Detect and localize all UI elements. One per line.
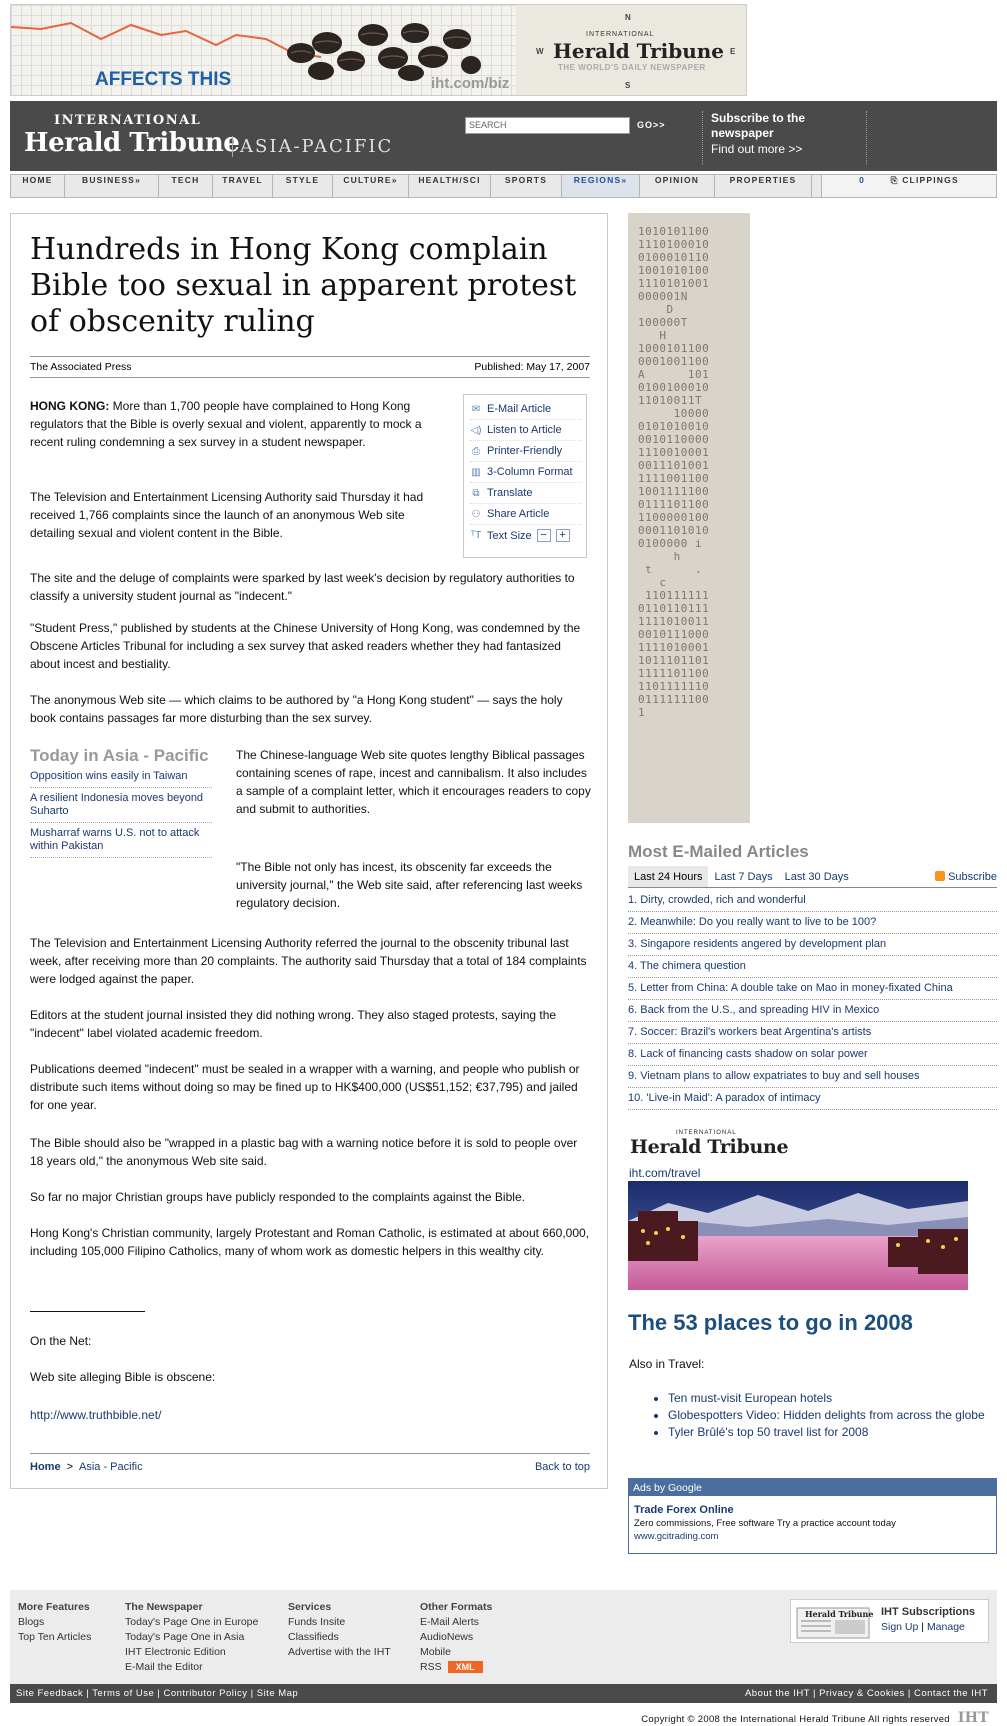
list-item[interactable]: • Globespotters Video: Hidden delights from across the globe: [668, 1407, 998, 1423]
copyright-text: Copyright © 2008 the International Herald Tribune All rights reserved: [641, 1714, 950, 1725]
footer-link[interactable]: E-Mail Alerts: [420, 1616, 479, 1628]
site-link[interactable]: http://www.truthbible.net/: [30, 1408, 162, 1422]
footer-link[interactable]: Today's Page One in Asia: [125, 1631, 245, 1643]
footer-link[interactable]: Today's Page One in Europe: [125, 1616, 259, 1628]
rss-icon: [935, 871, 945, 881]
clip-icon: ⎘: [890, 175, 899, 185]
paragraph-5: The anonymous Web site — which claims to be authored by "a Hong Kong student" — says the holy book contains passages far more disturbing than the sex survey.: [30, 693, 563, 725]
list-item[interactable]: 2. Meanwhile: Do you really want to live to be 100?: [628, 912, 997, 934]
footer-link[interactable]: Funds Insite: [288, 1616, 346, 1628]
translate-icon: ⧉: [472, 487, 480, 499]
footer-col-title: More Features: [18, 1601, 90, 1613]
main-nav: [10, 174, 997, 198]
list-item[interactable]: 1. Dirty, crowded, rich and wonderful: [628, 890, 997, 912]
paragraph-7: "The Bible not only has incest, its obscenity far exceeds the university journal," the Web site said, after referencing last weeks regulatory decision.: [236, 860, 583, 910]
print-article-label: Printer-Friendly: [487, 445, 563, 457]
ad-logo-intl: INTERNATIONAL: [586, 31, 655, 38]
google-ads: [628, 1478, 997, 1554]
masthead-intl: INTERNATIONAL: [54, 113, 202, 128]
listen-article-label: Listen to Article: [487, 424, 562, 436]
list-item[interactable]: 10. 'Live-in Maid': A paradox of intimacy: [628, 1088, 997, 1110]
masthead-logo[interactable]: Herald Tribune: [24, 128, 240, 158]
chevron-down-icon: »: [621, 175, 628, 185]
footer-col-title: Other Formats: [420, 1601, 493, 1613]
speaker-icon: ◁): [470, 424, 482, 436]
print-article-button[interactable]: [470, 441, 582, 462]
share-article-label: Share Article: [487, 508, 550, 520]
three-column-button[interactable]: [470, 462, 582, 483]
list-item[interactable]: 7. Soccer: Brazil's workers beat Argentina's artists: [628, 1022, 997, 1044]
nav-opinion[interactable]: OPINION: [640, 175, 715, 197]
share-icon: ⚇: [471, 508, 481, 520]
text-size-label: Text Size: [487, 529, 532, 542]
paragraph-6: The Chinese-language Web site quotes lengthy Biblical passages containing scenes of rape, incest and cannibalism. It also includes a sample of a complaint letter, which it encourages readers to copy and submit to authorities.: [236, 748, 591, 816]
nav-sports[interactable]: SPORTS: [491, 175, 562, 197]
most-emailed-list: [628, 890, 997, 1110]
travel-logo-text: Herald Tribune: [630, 1136, 789, 1158]
byline: [30, 356, 590, 378]
iht-subscriptions-box: [790, 1599, 989, 1643]
compass-s: S: [625, 81, 631, 90]
breadcrumb-home[interactable]: Home: [30, 1461, 61, 1473]
footer: [10, 1590, 997, 1684]
list-item[interactable]: 9. Vietnam plans to allow expatriates to buy and sell houses: [628, 1066, 997, 1088]
back-to-top-link[interactable]: Back to top: [534, 1461, 590, 1473]
tab-last-24-hours[interactable]: Last 24 Hours: [628, 866, 708, 887]
search-go-button[interactable]: GO>>: [637, 120, 666, 130]
ad-tagline: THE WORLD'S DAILY NEWSPAPER: [558, 63, 706, 72]
nav-regions-label: REGIONS: [573, 175, 622, 185]
list-item[interactable]: • Ten must-visit European hotels: [668, 1390, 998, 1406]
paragraph-12: So far no major Christian groups have publicly responded to the complaints against the Bible.: [30, 1190, 525, 1204]
subscriptions-links: [881, 1621, 965, 1633]
nav-tech[interactable]: TECH: [159, 175, 213, 197]
edition-label: ASIA-PACIFIC: [232, 136, 393, 157]
ad-logo: Herald Tribune: [553, 39, 725, 63]
clippings-label: CLIPPINGS: [902, 175, 959, 185]
footer-link[interactable]: RSS: [420, 1661, 442, 1673]
footer-col-title: The Newspaper: [125, 1601, 203, 1613]
iht-logo: IHT: [957, 1710, 989, 1726]
ad-url[interactable]: iht.com/biz: [431, 75, 510, 92]
paragraph-10: Publications deemed "indecent" must be sealed in a wrapper with a warning, and people who publish or distribute such items without doing so may be fined up to HK$400,000 (US$51,152; €37,795) and jailed for one year.: [30, 1062, 580, 1112]
list-item[interactable]: 8. Lack of financing casts shadow on solar power: [628, 1044, 997, 1066]
tab-last-30-days[interactable]: Last 30 Days: [784, 871, 849, 883]
subscribe-label: Subscribe: [948, 871, 997, 883]
footer-links-left[interactable]: Site Feedback | Terms of Use | Contributor Policy | Site Map: [16, 1688, 299, 1699]
on-the-net: On the Net:: [30, 1334, 92, 1348]
nav-regions[interactable]: [562, 175, 640, 197]
paragraph-9: Editors at the student journal insisted they did nothing wrong. They also staged protests, saying the "indecent" label violated academic freedom.: [30, 1008, 557, 1040]
compass-e: E: [730, 47, 736, 56]
travel-logo[interactable]: [630, 1130, 789, 1158]
binary-art-ad[interactable]: 1010101100 1110100010 0100010110 1001010100 1110101001 000001N D 100000T H 1000101100 0001001100 A 101 0100100010 11010011T 10000 0101010010 0010110000 1110010001 0011101001 1111001100 1001111100 0111101100 1100000100 0001101010 0100000 i h t . c 110111111 0110110111 1111010011 0010111000 1111010001 1011101101 1111101100 1101111110 0111111100 1: [628, 213, 750, 823]
ad-description: Zero commissions, Free software Try a practice account today: [634, 1518, 896, 1529]
today-item[interactable]: Opposition wins easily in Taiwan: [30, 766, 212, 788]
nav-health-sci[interactable]: HEALTH/SCI: [409, 175, 491, 197]
list-item[interactable]: 4. The chimera question: [628, 956, 997, 978]
text-size-control: [470, 525, 582, 546]
ad-headline: AFFECTS THIS: [95, 69, 232, 90]
coffee-beans-image: [281, 13, 481, 83]
subscriptions-title: IHT Subscriptions: [881, 1606, 976, 1618]
article-title: Hundreds in Hong Kong complain Bible too sexual in apparent protest of obscenity ruling: [30, 232, 577, 339]
text-size-icon: ᵀT: [470, 530, 482, 541]
article: [10, 213, 608, 1489]
breadcrumb-separator: >: [66, 1461, 73, 1473]
sub-separator: |: [921, 1621, 925, 1633]
compass-n: N: [625, 13, 631, 22]
footer-rss-row: [420, 1660, 492, 1675]
nav-home[interactable]: HOME: [11, 175, 65, 197]
today-in-asia-box: [30, 746, 212, 858]
footer-col-services: [288, 1600, 391, 1660]
divider: [30, 1311, 145, 1312]
paragraph-3: The site and the deluge of complaints were sparked by last week's decision by regulatory authorities to classify a university student journal as "indecent.": [30, 571, 575, 603]
footer-link[interactable]: Advertise with the IHT: [288, 1646, 391, 1658]
footer-link[interactable]: Blogs: [18, 1616, 45, 1628]
footer-link[interactable]: Mobile: [420, 1646, 451, 1658]
list-item[interactable]: 3. Singapore residents angered by development plan: [628, 934, 997, 956]
email-article-button[interactable]: [470, 399, 582, 420]
breadcrumb-section[interactable]: Asia - Pacific: [79, 1461, 143, 1473]
subscribe-rss-link[interactable]: [929, 866, 997, 887]
footer-col-features: [18, 1600, 91, 1645]
footer-link[interactable]: Classifieds: [288, 1631, 339, 1643]
dateline: HONG KONG:: [30, 399, 110, 413]
footer-link[interactable]: IHT Electronic Edition: [125, 1646, 226, 1658]
paragraph-8: The Television and Entertainment Licensing Authority referred the journal to the obscenity tribunal last week, after receiving more than 20 complaints. The authority said Thursday that a total of 184 complaints were lodged against the paper.: [30, 936, 587, 986]
ad-iht-panel: [518, 5, 747, 96]
list-item[interactable]: 5. Letter from China: A double take on Mao in money-fixated China: [628, 978, 997, 1000]
ad-banner[interactable]: [10, 4, 747, 96]
newspaper-icon: [795, 1604, 873, 1640]
printer-icon: ⎙: [472, 445, 480, 457]
nav-culture-label: CULTURE: [343, 175, 392, 185]
subscribe-line2: newspaper: [711, 126, 774, 140]
chevron-down-icon: »: [391, 175, 398, 185]
article-source: The Associated Press: [30, 361, 132, 373]
text-larger-button[interactable]: +: [556, 529, 570, 542]
subscribe-line1: Subscribe to the: [711, 111, 806, 125]
most-emailed-tabs: [628, 866, 997, 888]
sign-up-link[interactable]: Sign Up: [881, 1621, 919, 1633]
nav-culture[interactable]: [333, 175, 409, 197]
ads-header[interactable]: Ads by Google: [629, 1479, 996, 1496]
today-item[interactable]: Musharraf warns U.S. not to attack within Pakistan: [30, 823, 212, 858]
compass-w: W: [536, 47, 544, 56]
paragraph-13: Hong Kong's Christian community, largely Protestant and Roman Catholic, is estimated at about 660,000, including 105,000 Filipino Catholics, many of whom work as domestic helpers in this wealthy city.: [30, 1226, 590, 1258]
nav-clippings[interactable]: [821, 175, 996, 197]
ad-title[interactable]: Trade Forex Online: [634, 1504, 734, 1516]
list-item[interactable]: 6. Back from the U.S., and spreading HIV in Mexico: [628, 1000, 997, 1022]
paragraph-11: The Bible should also be "wrapped in a plastic bag with a warning notice before it is sold to people over 18 years old," the anonymous Web site said.: [30, 1136, 578, 1168]
footer-link[interactable]: AudioNews: [420, 1631, 474, 1643]
search-input[interactable]: SEARCH: [465, 117, 630, 134]
translate-label: Translate: [487, 487, 533, 499]
nav-business[interactable]: [65, 175, 159, 197]
nav-travel[interactable]: TRAVEL: [213, 175, 273, 197]
most-emailed-title: Most E-Mailed Articles: [628, 842, 809, 861]
ad-url[interactable]: www.gcitrading.com: [634, 1531, 719, 1542]
nav-business-label: BUSINESS: [82, 175, 136, 185]
three-column-label: 3-Column Format: [487, 466, 573, 478]
today-item[interactable]: A resilient Indonesia moves beyond Suharto: [30, 788, 212, 823]
footer-col-title: Services: [288, 1601, 332, 1613]
site-label: Web site alleging Bible is obscene:: [30, 1370, 216, 1384]
footer-col-formats: [420, 1600, 492, 1675]
today-title: Today in Asia - Pacific: [30, 746, 209, 765]
footer-bar: [10, 1684, 997, 1703]
masthead: [10, 101, 997, 171]
share-article-button[interactable]: [470, 504, 582, 525]
footer-col-newspaper: [125, 1600, 258, 1675]
travel-list: [668, 1390, 998, 1441]
travel-headline[interactable]: The 53 places to go in 2008: [628, 1310, 913, 1335]
listen-article-button[interactable]: [470, 420, 582, 441]
paragraph-2: The Television and Entertainment Licensing Authority said Thursday it had received 1,766 complaints since the launch of an anonymous Web site detailing sexual and violent content in the Bible.: [30, 490, 424, 540]
columns-icon: ▥: [471, 466, 481, 478]
envelope-icon: ✉: [471, 403, 481, 415]
email-article-label: E-Mail Article: [487, 403, 552, 415]
manage-link[interactable]: Manage: [926, 1621, 965, 1633]
nav-properties[interactable]: PROPERTIES: [715, 175, 812, 197]
subscribe-promo[interactable]: [702, 111, 867, 165]
clippings-count: 0: [859, 175, 866, 185]
nav-style[interactable]: STYLE: [273, 175, 333, 197]
paragraph-1: [30, 397, 445, 451]
translate-button[interactable]: [470, 483, 582, 504]
footer-link[interactable]: E-Mail the Editor: [125, 1661, 203, 1673]
tab-last-7-days[interactable]: Last 7 Days: [714, 871, 773, 883]
ski-resort-photo[interactable]: [628, 1181, 968, 1290]
chevron-down-icon: »: [135, 175, 141, 185]
travel-url[interactable]: iht.com/travel: [629, 1166, 701, 1180]
article-tools: [463, 394, 587, 558]
article-date: Published: May 17, 2007: [474, 361, 590, 373]
paragraph-4: "Student Press," published by students at the Chinese University of Hong Kong, was condemned by the Obscene Articles Tribunal for including a sex survey that asked readers whether they had fantasized about incest and bestiality.: [30, 621, 581, 671]
footer-link[interactable]: Top Ten Articles: [18, 1631, 92, 1643]
subscribe-link[interactable]: Find out more >>: [711, 142, 803, 156]
text-smaller-button[interactable]: −: [537, 529, 551, 542]
footer-links-right[interactable]: About the IHT | Privacy & Cookies | Contact the IHT: [744, 1688, 988, 1699]
paper-logo: Herald Tribune: [805, 1609, 873, 1619]
list-item[interactable]: • Tyler Brûlé's top 50 travel list for 2008: [668, 1424, 998, 1440]
breadcrumb: [30, 1453, 590, 1473]
xml-badge[interactable]: XML: [448, 1661, 483, 1673]
paragraph-1-text: More than 1,700 people have complained to Hong Kong regulators that the Bible is overly sexual and violent, apparently to mock a recent ruling condemning a sex survey in a student newspaper.: [30, 399, 422, 449]
also-in-travel: Also in Travel:: [629, 1357, 705, 1371]
travel-logo-intl: INTERNATIONAL: [676, 1130, 737, 1136]
copyright: [0, 1710, 989, 1726]
